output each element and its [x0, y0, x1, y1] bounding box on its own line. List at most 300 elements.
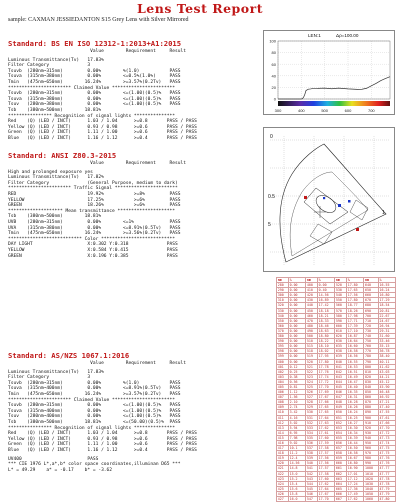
table-cell: 570: [335, 308, 347, 313]
table-cell: 17.64: [317, 486, 334, 491]
table-cell: 412: [277, 420, 289, 425]
table-cell: 16.67: [346, 456, 363, 461]
table-cell: 47.61: [378, 415, 395, 420]
table-cell: 0.81: [288, 384, 305, 389]
table-cell: 16.51: [346, 369, 363, 374]
table-cell: 47.75: [378, 451, 395, 456]
report-line: Tsb (380nm~500nm) 18.81%: [8, 107, 102, 113]
table-cell: 630: [335, 339, 347, 344]
report-line: UVB (280nm~315nm) 0.00% <=1% PASS: [8, 219, 181, 225]
table-cell: 360: [277, 323, 289, 328]
table-cell: 653: [335, 425, 347, 430]
report-line: Filter Category 3: [8, 63, 91, 69]
table-cell: 656: [335, 441, 347, 446]
report-line: *********************** Traffic Signal ***********************: [8, 186, 178, 192]
table-cell: 529: [306, 405, 318, 410]
table-cell: 800: [364, 364, 379, 369]
table-header-cell: %: [378, 278, 395, 283]
table-cell: 16.49: [346, 374, 363, 379]
table-cell: 47.40: [378, 405, 395, 410]
table-cell: 539: [306, 456, 318, 461]
report-line: **************** Recognition of signal lights ***************: [8, 113, 175, 119]
y-tick-label: 60: [271, 61, 276, 67]
table-cell: 17.98: [346, 313, 363, 318]
table-cell: 17.65: [346, 288, 363, 293]
table-cell: 411: [277, 415, 289, 420]
table-cell: 950: [364, 441, 379, 446]
table-cell: 1030: [364, 481, 379, 486]
table-cell: 666: [335, 491, 347, 496]
table-cell: 47.74: [378, 441, 395, 446]
table-cell: 5.02: [288, 420, 305, 425]
table-cell: 990: [364, 461, 379, 466]
table-cell: 425: [277, 486, 289, 491]
report-line: RED 19.92% >=8% PASS: [8, 191, 181, 197]
x-tick-label: 600: [344, 108, 352, 113]
report-line: Value Requirement Result: [8, 361, 186, 366]
table-cell: 16.87: [346, 334, 363, 339]
report-line: Tsuvb (280nm~315nm) 0.00% <=(1.00)(0.5)% PASS: [8, 403, 181, 409]
table-cell: 647: [335, 395, 347, 400]
table-cell: 490: [306, 328, 318, 333]
table-cell: 47.78: [378, 481, 395, 486]
table-cell: 970: [364, 451, 379, 456]
table-cell: 1050: [364, 491, 379, 496]
table-cell: 16.64: [346, 339, 363, 344]
transmittance-curve: [278, 77, 390, 99]
standard-heading-bs-en: Standard: BS EN ISO 12312-1:2013+A1:2015: [8, 39, 182, 48]
table-cell: 540: [306, 461, 318, 466]
table-cell: 24.67: [378, 318, 395, 323]
table-cell: 427: [277, 497, 289, 502]
table-cell: 400: [306, 283, 318, 288]
table-cell: 17.56: [317, 456, 334, 461]
table-cell: 0.00: [288, 293, 305, 298]
table-cell: 0.00: [288, 344, 305, 349]
table-cell: 18.10: [317, 344, 334, 349]
report-line: *** CIE 1976 L*,a*,b* color space coordinates,illuminan D65 ***: [8, 462, 181, 468]
table-cell: 17.62: [317, 481, 334, 486]
report-line: Tsuva (315nm~400nm) 0.00% <=(1.00)(0.5)% PASS: [8, 408, 181, 414]
report-line: UV400 PASS: [8, 456, 99, 462]
table-cell: 35.15: [378, 344, 395, 349]
table-cell: 47.21: [378, 400, 395, 405]
table-cell: 760: [364, 344, 379, 349]
table-cell: 370: [277, 328, 289, 333]
table-cell: 560: [335, 303, 347, 308]
table-cell: 18.26: [346, 308, 363, 313]
table-cell: 16.89: [317, 298, 334, 303]
report-line: Blue (Q) (LED / INCT) 1.16 / 1.12 >=0.4 PASS / PASS: [8, 135, 197, 141]
table-cell: 17.61: [317, 430, 334, 435]
table-cell: 16.80: [378, 293, 395, 298]
table-cell: 530: [306, 410, 318, 415]
report-line: Green (Q) (LED / INCT) 1.11 / 1.00 >=0.6 PASS / PASS: [8, 442, 197, 448]
table-cell: 850: [364, 390, 379, 395]
table-cell: 430: [306, 298, 318, 303]
table-cell: 17.49: [346, 491, 363, 496]
table-cell: 16.55: [346, 359, 363, 364]
table-cell: 6.95: [288, 430, 305, 435]
table-cell: 15.6: [288, 486, 305, 491]
table-cell: 523: [306, 374, 318, 379]
report-line: Filter Category 3: [8, 375, 91, 381]
spectrum-color-bar: [278, 101, 390, 106]
table-cell: 410: [306, 288, 318, 293]
table-cell: 340: [277, 313, 289, 318]
table-cell: 17.56: [346, 293, 363, 298]
table-cell: 538: [306, 451, 318, 456]
table-cell: 0.40: [317, 288, 334, 293]
table-cell: 398: [277, 349, 289, 354]
table-cell: 470: [306, 318, 318, 323]
table-cell: 3.42: [288, 410, 305, 415]
table-cell: 419: [277, 456, 289, 461]
cie-chromaticity-diagram-icon: [264, 128, 394, 271]
table-cell: 646: [335, 390, 347, 395]
table-cell: 17.36: [346, 486, 363, 491]
table-cell: 16.58: [346, 349, 363, 354]
table-cell: 16.40: [346, 384, 363, 389]
table-cell: 320: [277, 303, 289, 308]
table-cell: 420: [277, 461, 289, 466]
table-cell: 16.55: [378, 283, 395, 288]
lens-label: LEN:1: [308, 33, 321, 38]
table-cell: 16.30: [346, 425, 363, 430]
table-cell: 658: [335, 451, 347, 456]
table-cell: 406: [277, 390, 289, 395]
y-tick-label: 0: [273, 96, 276, 102]
report-line: Filter Category (General Purpose, medium to dark): [8, 180, 178, 186]
table-cell: 1060: [364, 497, 379, 502]
spectrum-chart: [264, 31, 394, 114]
table-cell: 16.31: [346, 395, 363, 400]
table-cell: 330: [277, 308, 289, 313]
table-cell: 399: [277, 354, 289, 359]
table-cell: 426: [277, 491, 289, 496]
table-cell: 15.4: [288, 481, 305, 486]
table-cell: 280: [277, 283, 289, 288]
table-cell: 2.74: [288, 405, 305, 410]
table-cell: 660: [335, 461, 347, 466]
table-cell: 47.77: [378, 471, 395, 476]
table-cell: 38.40: [378, 354, 395, 359]
table-cell: 0.56: [288, 379, 305, 384]
table-cell: 537: [306, 446, 318, 451]
table-cell: 17.56: [317, 461, 334, 466]
table-cell: 12.4: [288, 456, 305, 461]
table-cell: 415: [277, 435, 289, 440]
table-cell: 661: [335, 466, 347, 471]
table-cell: 17.60: [317, 476, 334, 481]
report-line: *********************** Claimed Value ***********************: [8, 85, 175, 91]
table-cell: 0.00: [288, 328, 305, 333]
report-line: DAY LIGHT X:0.302 Y:0.318 PASS: [8, 242, 178, 248]
standard-heading-as-nzs: Standard: AS/NZS 1067.1:2016: [8, 351, 130, 360]
report-line: ******************** Mean transmittance *********************: [8, 208, 175, 214]
table-cell: 530: [335, 288, 347, 293]
table-cell: 47.78: [378, 476, 395, 481]
table-cell: 17.65: [317, 405, 334, 410]
table-cell: 535: [306, 435, 318, 440]
table-cell: 515: [306, 344, 318, 349]
table-cell: 400: [277, 359, 289, 364]
table-cell: 16.25: [346, 415, 363, 420]
table-cell: 17.69: [317, 390, 334, 395]
table-cell: 46.48: [378, 390, 395, 395]
table-cell: 17.74: [317, 374, 334, 379]
table-cell: 440: [306, 303, 318, 308]
table-cell: 580: [335, 313, 347, 318]
report-line: Red (Q) (LED / INCT) 1.03 / 1.04 >=0.8 PASS / PASS: [8, 119, 197, 125]
table-cell: 652: [335, 420, 347, 425]
table-cell: 47.75: [378, 446, 395, 451]
table-cell: 0.00: [288, 359, 305, 364]
table-cell: 521: [306, 364, 318, 369]
table-header-cell: %: [346, 278, 363, 283]
table-cell: 414: [277, 430, 289, 435]
table-cell: 47.79: [378, 486, 395, 491]
table-cell: 0.00: [288, 323, 305, 328]
table-cell: 18.02: [317, 349, 334, 354]
table-cell: 740: [364, 334, 379, 339]
table-cell: 18.46: [317, 323, 334, 328]
table-cell: 418: [277, 451, 289, 456]
report-line: Tsb (380nm~500nm) 18.81%: [8, 214, 102, 220]
report-title: Lens Test Report: [137, 1, 263, 16]
table-cell: 31.60: [378, 334, 395, 339]
y-tick-label: 20: [271, 85, 276, 90]
table-cell: 47.66: [378, 420, 395, 425]
standard-heading-ansi: Standard: ANSI Z80.3-2015: [8, 151, 117, 160]
table-cell: 860: [364, 395, 379, 400]
table-cell: 17.29: [378, 298, 395, 303]
table-cell: 0.00: [288, 313, 305, 318]
table-cell: 17.57: [317, 451, 334, 456]
table-cell: 0.25: [288, 369, 305, 374]
report-line: Yellow (Q) (LED / INCT) 0.93 / 0.98 >=0.6 PASS / PASS: [8, 436, 197, 442]
table-cell: 47.73: [378, 435, 395, 440]
table-cell: 16.58: [346, 451, 363, 456]
x-tick-label: 400: [297, 108, 305, 113]
report-line: Luminous Transmittance(Tv) 17.83%: [8, 57, 104, 63]
table-cell: 16.56: [346, 354, 363, 359]
table-cell: 18.80: [317, 334, 334, 339]
table-cell: 1010: [364, 471, 379, 476]
table-cell: 17.58: [317, 446, 334, 451]
table-cell: 700: [364, 313, 379, 318]
table-cell: 18.18: [317, 308, 334, 313]
table-cell: 520: [306, 359, 318, 364]
table-cell: 17.62: [317, 425, 334, 430]
table-cell: 730: [364, 328, 379, 333]
table-cell: 16.35: [346, 390, 363, 395]
report-line: *************************** Color ***************************: [8, 236, 175, 242]
table-cell: 20.81: [378, 308, 395, 313]
table-cell: 416: [277, 441, 289, 446]
table-cell: 0.12: [288, 364, 305, 369]
table-cell: 660: [364, 293, 379, 298]
table-cell: 17.57: [317, 466, 334, 471]
table-cell: 0.00: [288, 349, 305, 354]
table-cell: 16.90: [346, 466, 363, 471]
table-cell: 17.64: [317, 415, 334, 420]
table-cell: 620: [335, 334, 347, 339]
table-cell: 17.70: [317, 497, 334, 502]
table-cell: 407: [277, 395, 289, 400]
cie-label-y-mid: 0.5: [268, 194, 275, 200]
table-cell: 15.2: [288, 476, 305, 481]
cie-label-x-left: 5: [268, 222, 271, 228]
table-cell: 0.00: [288, 318, 305, 323]
table-cell: 17.59: [317, 441, 334, 446]
table-cell: 16.24: [346, 410, 363, 415]
table-cell: 402: [277, 369, 289, 374]
cie-label-y-top: 0: [270, 134, 273, 140]
table-cell: 540: [335, 293, 347, 298]
table-cell: 17.67: [317, 395, 334, 400]
report-line: Yellow (Q) (LED / INCT) 0.93 / 0.98 >=0.6 PASS / PASS: [8, 124, 197, 130]
sample-description: sample: CAXMAN JESSIEDANTON S15 Grey Lens with Silver Mirrored: [8, 17, 189, 23]
table-header-cell: %: [317, 278, 334, 283]
table-cell: 0.00: [288, 288, 305, 293]
table-cell: 401: [277, 364, 289, 369]
table-cell: 18.22: [317, 339, 334, 344]
table-cell: 532: [306, 420, 318, 425]
table-cell: 650: [335, 410, 347, 415]
report-line: Tsuvb (280nm~315nm) 0.00% %(1.0) PASS: [8, 380, 181, 386]
table-cell: 1.56: [288, 395, 305, 400]
report-line: Red (Q) (LED / INCT) 1.03 / 1.04 >=0.8 PASS / PASS: [8, 431, 197, 437]
table-cell: 500: [306, 334, 318, 339]
table-cell: 16.27: [346, 420, 363, 425]
table-cell: 520: [335, 283, 347, 288]
table-cell: 780: [364, 354, 379, 359]
table-cell: 408: [277, 400, 289, 405]
table-cell: 18.54: [378, 303, 395, 308]
table-cell: 0.38: [288, 374, 305, 379]
table-cell: 17.63: [317, 420, 334, 425]
table-cell: 17.62: [346, 497, 363, 502]
y-tick-label: 100: [269, 38, 276, 44]
table-cell: 665: [335, 486, 347, 491]
table-cell: 645: [335, 384, 347, 389]
table-cell: 460: [306, 313, 318, 318]
table-cell: 47.55: [378, 410, 395, 415]
table-cell: 790: [364, 359, 379, 364]
table-cell: 0.00: [288, 298, 305, 303]
table-cell: 18.33: [317, 318, 334, 323]
table-cell: 29.31: [378, 328, 395, 333]
report-line: Tsuva (315nm~380nm) 0.00% <=(1.00)(0.5)% PASS: [8, 96, 181, 102]
table-cell: 9.02: [288, 441, 305, 446]
table-cell: 17.42: [317, 303, 334, 308]
table-cell: 525: [306, 384, 318, 389]
table-cell: 47.79: [378, 491, 395, 496]
table-cell: 910: [364, 420, 379, 425]
report-line: YELLOW 17.25% >=6% PASS: [8, 197, 181, 203]
table-cell: 45.12: [378, 379, 395, 384]
table-cell: 526: [306, 390, 318, 395]
table-cell: 17.71: [346, 318, 363, 323]
table-cell: 0.00: [288, 339, 305, 344]
table-cell: 17.72: [317, 379, 334, 384]
table-cell: 680: [364, 303, 379, 308]
report-line: Tsuv (280nm~400nm) 0.00% <=(1.00)(0.5)% PASS: [8, 414, 181, 420]
table-cell: 900: [364, 415, 379, 420]
table-cell: 17.80: [346, 298, 363, 303]
table-cell: 47.76: [378, 456, 395, 461]
table-cell: 638: [335, 349, 347, 354]
table-header-cell: %: [288, 278, 305, 283]
table-cell: 16.34: [346, 430, 363, 435]
delta-p-label: Δρ=100.00: [336, 33, 359, 38]
spectrum-panel: [263, 30, 395, 115]
table-cell: 300: [277, 293, 289, 298]
table-cell: 15.0: [288, 471, 305, 476]
report-line: Tsuv (280nm~380nm) 0.00% <=(1.00)(0.5)% PASS: [8, 102, 181, 108]
x-tick-label: 500: [321, 108, 329, 113]
table-cell: 450: [306, 308, 318, 313]
table-cell: 26.94: [378, 323, 395, 328]
report-line: Tmin (475nm~650nm) 16.24% >=3.57%(0.2Tv) PASS: [8, 79, 181, 85]
table-cell: 640: [335, 359, 347, 364]
table-cell: 750: [364, 339, 379, 344]
table-cell: 40.11: [378, 359, 395, 364]
table-cell: 641: [335, 364, 347, 369]
table-cell: 410: [277, 410, 289, 415]
y-tick-label: 40: [271, 73, 276, 79]
table-cell: 16.47: [346, 379, 363, 384]
table-cell: 16.0: [288, 497, 305, 502]
table-cell: 16.53: [346, 364, 363, 369]
table-cell: 518: [306, 349, 318, 354]
table-cell: 43.03: [378, 369, 395, 374]
table-cell: 420: [306, 293, 318, 298]
report-line: Tsuva (315nm~380nm) 0.00% <=0.5%(1.0%) PASS: [8, 74, 181, 80]
table-cell: 1.12: [288, 390, 305, 395]
table-cell: 810: [364, 369, 379, 374]
table-cell: 920: [364, 425, 379, 430]
report-line: Value Requirement Result: [8, 49, 186, 54]
table-cell: 657: [335, 446, 347, 451]
table-cell: 16.24: [378, 288, 395, 293]
table-cell: 648: [335, 400, 347, 405]
table-cell: 664: [335, 481, 347, 486]
table-cell: 522: [306, 369, 318, 374]
table-cell: 543: [306, 476, 318, 481]
cie-label-x-right: 1: [382, 210, 385, 216]
report-line: High and prolonged exposure yes: [8, 169, 93, 175]
table-cell: 14.8: [288, 466, 305, 471]
table-cell: 45.90: [378, 384, 395, 389]
section-ansi-results: [8, 161, 212, 259]
report-line: Tsuvb (280nm~315nm) 0.00% <=(1.00)(0.5)% PASS: [8, 91, 181, 97]
table-cell: 5.94: [288, 425, 305, 430]
table-cell: 403: [277, 374, 289, 379]
table-cell: 17.12: [346, 476, 363, 481]
table-cell: 650: [364, 288, 379, 293]
table-cell: 655: [335, 435, 347, 440]
table-cell: 534: [306, 430, 318, 435]
table-cell: 310: [277, 298, 289, 303]
report-line: Tmin (475nm~650nm) 16.24% >=3.56%(0.2Tv) PASS: [8, 231, 181, 237]
table-cell: 550: [335, 298, 347, 303]
table-cell: 545: [306, 486, 318, 491]
table-cell: 413: [277, 425, 289, 430]
table-cell: 510: [306, 339, 318, 344]
table-cell: 544: [306, 481, 318, 486]
